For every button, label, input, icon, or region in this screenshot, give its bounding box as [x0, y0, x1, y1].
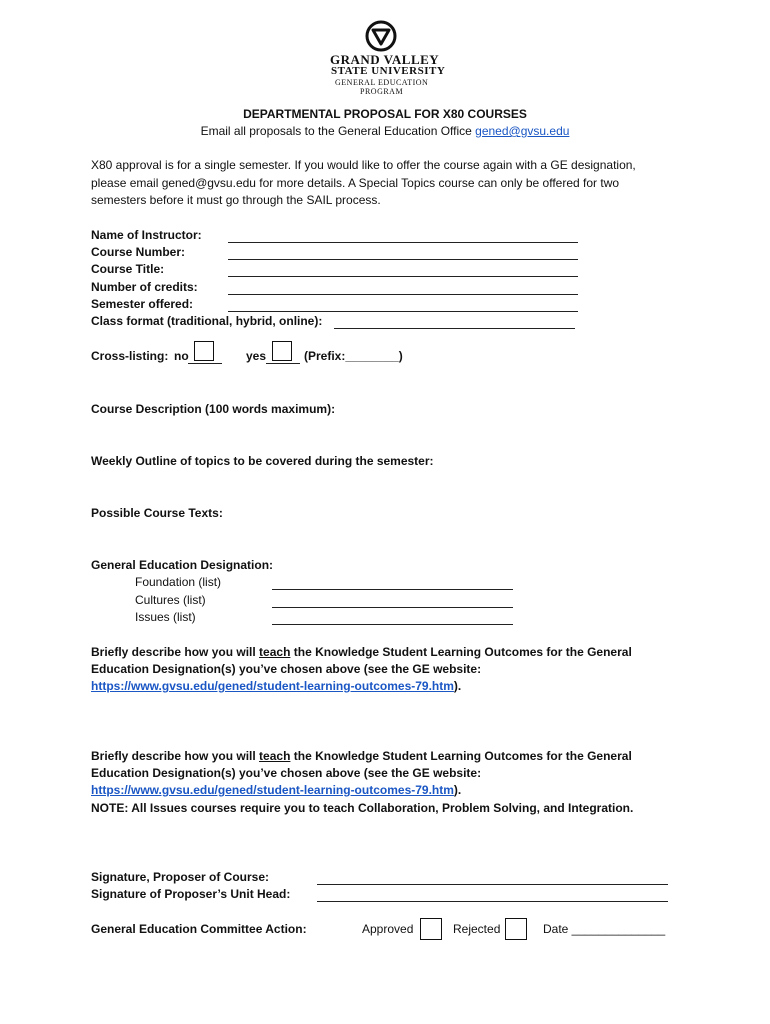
gvsu-emblem-icon [365, 20, 397, 52]
committee-date-field[interactable]: Date ______________ [543, 922, 666, 936]
describe-1-end: ). [453, 679, 462, 693]
cross-listing-no-label: no [174, 349, 189, 363]
ge-website-link-1[interactable]: https://www.gvsu.edu/gened/student-learning-outcomes-79.htm [91, 679, 454, 693]
proposer-signature-label: Signature, Proposer of Course: [91, 870, 270, 884]
intro-line-3: semesters before it must go through the SAIL process. [91, 193, 381, 207]
cross-listing-no-checkbox[interactable] [194, 341, 214, 361]
ge-website-link-2[interactable]: https://www.gvsu.edu/gened/student-learning-outcomes-79.htm [91, 783, 454, 797]
ge-foundation-label: Foundation (list) [135, 575, 222, 589]
course-texts-heading: Possible Course Texts: [91, 506, 223, 520]
ge-issues-field[interactable] [272, 624, 513, 625]
instructor-label: Name of Instructor: [91, 228, 202, 242]
describe-2-line-3 [91, 783, 461, 797]
credits-field[interactable] [228, 294, 578, 295]
email-instructions-text: Email all proposals to the General Education Office [200, 124, 476, 138]
describe-2-line-2: Education Designation(s) you’ve chosen above (see the GE website: [91, 766, 482, 780]
describe-1-line-3 [91, 679, 461, 693]
describe-2-pre: Briefly describe how you will [91, 749, 260, 763]
describe-1-pre: Briefly describe how you will [91, 645, 260, 659]
logo-line-4: PROGRAM [360, 87, 404, 96]
ge-foundation-field[interactable] [272, 589, 513, 590]
describe-2-post: the Knowledge Student Learning Outcomes for the General [290, 749, 632, 763]
describe-1-line-1 [91, 645, 632, 659]
cross-listing-prefix: (Prefix:________) [304, 349, 403, 363]
issues-note: NOTE: All Issues courses require you to teach Collaboration, Problem Solving, and Integration. [91, 801, 634, 815]
intro-line-2: please email gened@gvsu.edu for more details. A Special Topics course can only be offered for two [91, 176, 620, 190]
page-title: DEPARTMENTAL PROPOSAL FOR X80 COURSES [243, 107, 527, 121]
semester-label: Semester offered: [91, 297, 194, 311]
describe-1-teach: teach [259, 645, 291, 659]
logo-line-1: GRAND VALLEY [330, 52, 440, 67]
describe-1-line-2: Education Designation(s) you’ve chosen above (see the GE website: [91, 662, 482, 676]
describe-1-post: the Knowledge Student Learning Outcomes for the General [290, 645, 632, 659]
course-description-heading: Course Description (100 words maximum): [91, 402, 336, 416]
ge-cultures-field[interactable] [272, 607, 513, 608]
unit-head-signature-label: Signature of Proposer’s Unit Head: [91, 887, 291, 901]
intro-line-1: X80 approval is for a single semester. If you would like to offer the course again with a GE designation, [91, 158, 636, 172]
weekly-outline-heading: Weekly Outline of topics to be covered during the semester: [91, 454, 434, 468]
approved-checkbox[interactable] [420, 918, 442, 940]
describe-2-teach: teach [259, 749, 291, 763]
email-instructions [0, 124, 770, 138]
class-format-label: Class format (traditional, hybrid, online): [91, 314, 323, 328]
proposer-signature-field[interactable] [317, 884, 668, 885]
cross-listing-yes-checkbox[interactable] [272, 341, 292, 361]
semester-field[interactable] [228, 311, 578, 312]
cross-listing-yes-underline [266, 363, 300, 364]
course-title-label: Course Title: [91, 262, 165, 276]
cross-listing-no-underline [188, 363, 222, 364]
describe-2-line-1 [91, 749, 632, 763]
ge-issues-label: Issues (list) [135, 610, 196, 624]
describe-2-end: ). [453, 783, 462, 797]
approved-label: Approved [362, 922, 414, 936]
rejected-checkbox[interactable] [505, 918, 527, 940]
ge-cultures-label: Cultures (list) [135, 593, 206, 607]
class-format-field[interactable] [334, 328, 575, 329]
unit-head-signature-field[interactable] [317, 901, 668, 902]
cross-listing-yes-label: yes [246, 349, 267, 363]
logo-line-2: STATE UNIVERSITY [331, 65, 446, 77]
cross-listing-label: Cross-listing: [91, 349, 169, 363]
instructor-field[interactable] [228, 242, 578, 243]
course-title-field[interactable] [228, 276, 578, 277]
ge-designation-heading: General Education Designation: [91, 558, 274, 572]
credits-label: Number of credits: [91, 280, 198, 294]
rejected-label: Rejected [453, 922, 501, 936]
email-link[interactable]: gened@gvsu.edu [475, 124, 570, 138]
logo-line-3: GENERAL EDUCATION [335, 78, 429, 87]
course-number-label: Course Number: [91, 245, 186, 259]
committee-action-label: General Education Committee Action: [91, 922, 307, 936]
course-number-field[interactable] [228, 259, 578, 260]
